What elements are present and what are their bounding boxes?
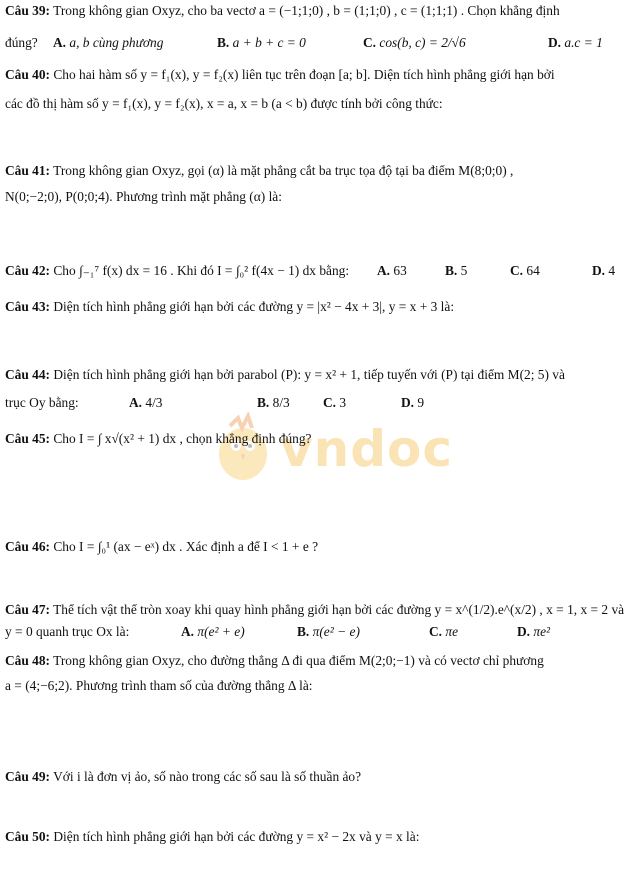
option-text: 5 xyxy=(460,263,468,278)
question-39-options: đúng? A. a, b cùng phương B. a + b + c = 0 C. cos(b, c) = 2/√6 D. a.c = 1 xyxy=(5,35,603,50)
question-47-stem: Câu 47: Thể tích vật thể tròn xoay khi quay hình phẳng giới hạn bởi các đường y = x^(1/2).e^(x/2) , x = 1, x = 2 và xyxy=(5,602,625,617)
option-label: C. xyxy=(510,263,524,278)
option-label: A. xyxy=(53,35,67,50)
option-label: D. xyxy=(548,35,562,50)
question-41-stem-cont: N(0;−2;0), P(0;0;4). Phương trình mặt phẳng (α) là: xyxy=(5,189,282,204)
option-text: π(e² − e) xyxy=(312,624,360,639)
option-text: π(e² + e) xyxy=(197,624,245,639)
question-44-stem: Câu 44: Diện tích hình phẳng giới hạn bởi parabol (P): y = x² + 1, tiếp tuyến với (P) tại điểm M(2; 5) và xyxy=(5,367,565,382)
option-text: πe² xyxy=(533,624,551,639)
question-42: Câu 42: Cho ∫₋₁⁷ f(x) dx = 16 . Khi đó I = ∫₀² f(4x − 1) dx bằng: A. 63 B. 5 C. 64 D. 4 xyxy=(5,263,616,278)
option-text: cos(b, c) = 2/√6 xyxy=(379,35,466,50)
question-40-stem-cont: các đồ thị hàm số y = f₁(x), y = f₂(x), x = a, x = b (a < b) được tính bởi công thức: xyxy=(5,96,443,111)
question-40-stem: Câu 40: Cho hai hàm số y = f₁(x), y = f₂(x) liên tục trên đoạn [a; b]. Diện tích hình phẳng giới hạn bởi xyxy=(5,67,555,82)
question-41-stem: Câu 41: Trong không gian Oxyz, gọi (α) là mặt phẳng cắt ba trục tọa độ tại ba điểm M(8;0;0) , xyxy=(5,163,514,178)
option-text: a.c = 1 xyxy=(564,35,603,50)
option-label: D. xyxy=(592,263,606,278)
question-44-options: trục Oy bằng: A. 4/3 B. 8/3 C. 3 D. 9 xyxy=(5,395,425,410)
option-label: C. xyxy=(363,35,377,50)
option-label: B. xyxy=(445,263,458,278)
option-label: B. xyxy=(297,624,310,639)
question-43-stem: Câu 43: Diện tích hình phẳng giới hạn bởi các đường y = |x² − 4x + 3|, y = x + 3 là: xyxy=(5,299,455,314)
option-text: a, b cùng phương xyxy=(69,35,164,50)
option-text: 9 xyxy=(417,395,425,410)
question-45-stem: Câu 45: Cho I = ∫ x√(x² + 1) dx , chọn khẳng định đúng? xyxy=(5,431,312,446)
option-text: πe xyxy=(445,624,459,639)
option-label: D. xyxy=(517,624,531,639)
question-46-stem: Câu 46: Cho I = ∫₀¹ (ax − eˣ) dx . Xác định a để I < 1 + e ? xyxy=(5,539,319,554)
option-text: 3 xyxy=(339,395,347,410)
option-text: 8/3 xyxy=(272,395,290,410)
mascot-icon xyxy=(208,412,278,486)
option-label: A. xyxy=(129,395,143,410)
question-48-stem-cont: a = (4;−6;2). Phương trình tham số của đường thẳng Δ là: xyxy=(5,678,313,693)
option-text: 64 xyxy=(526,263,540,278)
option-label: D. xyxy=(401,395,415,410)
vndoc-watermark xyxy=(208,412,453,490)
question-48-stem: Câu 48: Trong không gian Oxyz, cho đường thẳng Δ đi qua điểm M(2;0;−1) và có vectơ chỉ phương xyxy=(5,653,544,668)
option-text: a + b + c = 0 xyxy=(232,35,306,50)
option-label: C. xyxy=(429,624,443,639)
question-47-options: y = 0 quanh trục Ox là: A. π(e² + e) B. π(e² − e) C. πe D. πe² xyxy=(5,624,551,639)
option-text: 4/3 xyxy=(145,395,163,410)
watermark-text: vndoc xyxy=(280,420,453,478)
option-label: B. xyxy=(217,35,230,50)
option-label: A. xyxy=(181,624,195,639)
option-text: 63 xyxy=(393,263,407,278)
option-label: B. xyxy=(257,395,270,410)
question-39-stem: Câu 39: Trong không gian Oxyz, cho ba vectơ a = (−1;1;0) , b = (1;1;0) , c = (1;1;1) . Chọn khẳng định xyxy=(5,3,560,18)
option-text: 4 xyxy=(608,263,616,278)
question-49-stem: Câu 49: Với i là đơn vị ảo, số nào trong các số sau là số thuần ảo? xyxy=(5,769,362,784)
option-label: C. xyxy=(323,395,337,410)
option-label: A. xyxy=(377,263,391,278)
question-50-stem: Câu 50: Diện tích hình phẳng giới hạn bởi các đường y = x² − 2x và y = x là: xyxy=(5,829,420,844)
